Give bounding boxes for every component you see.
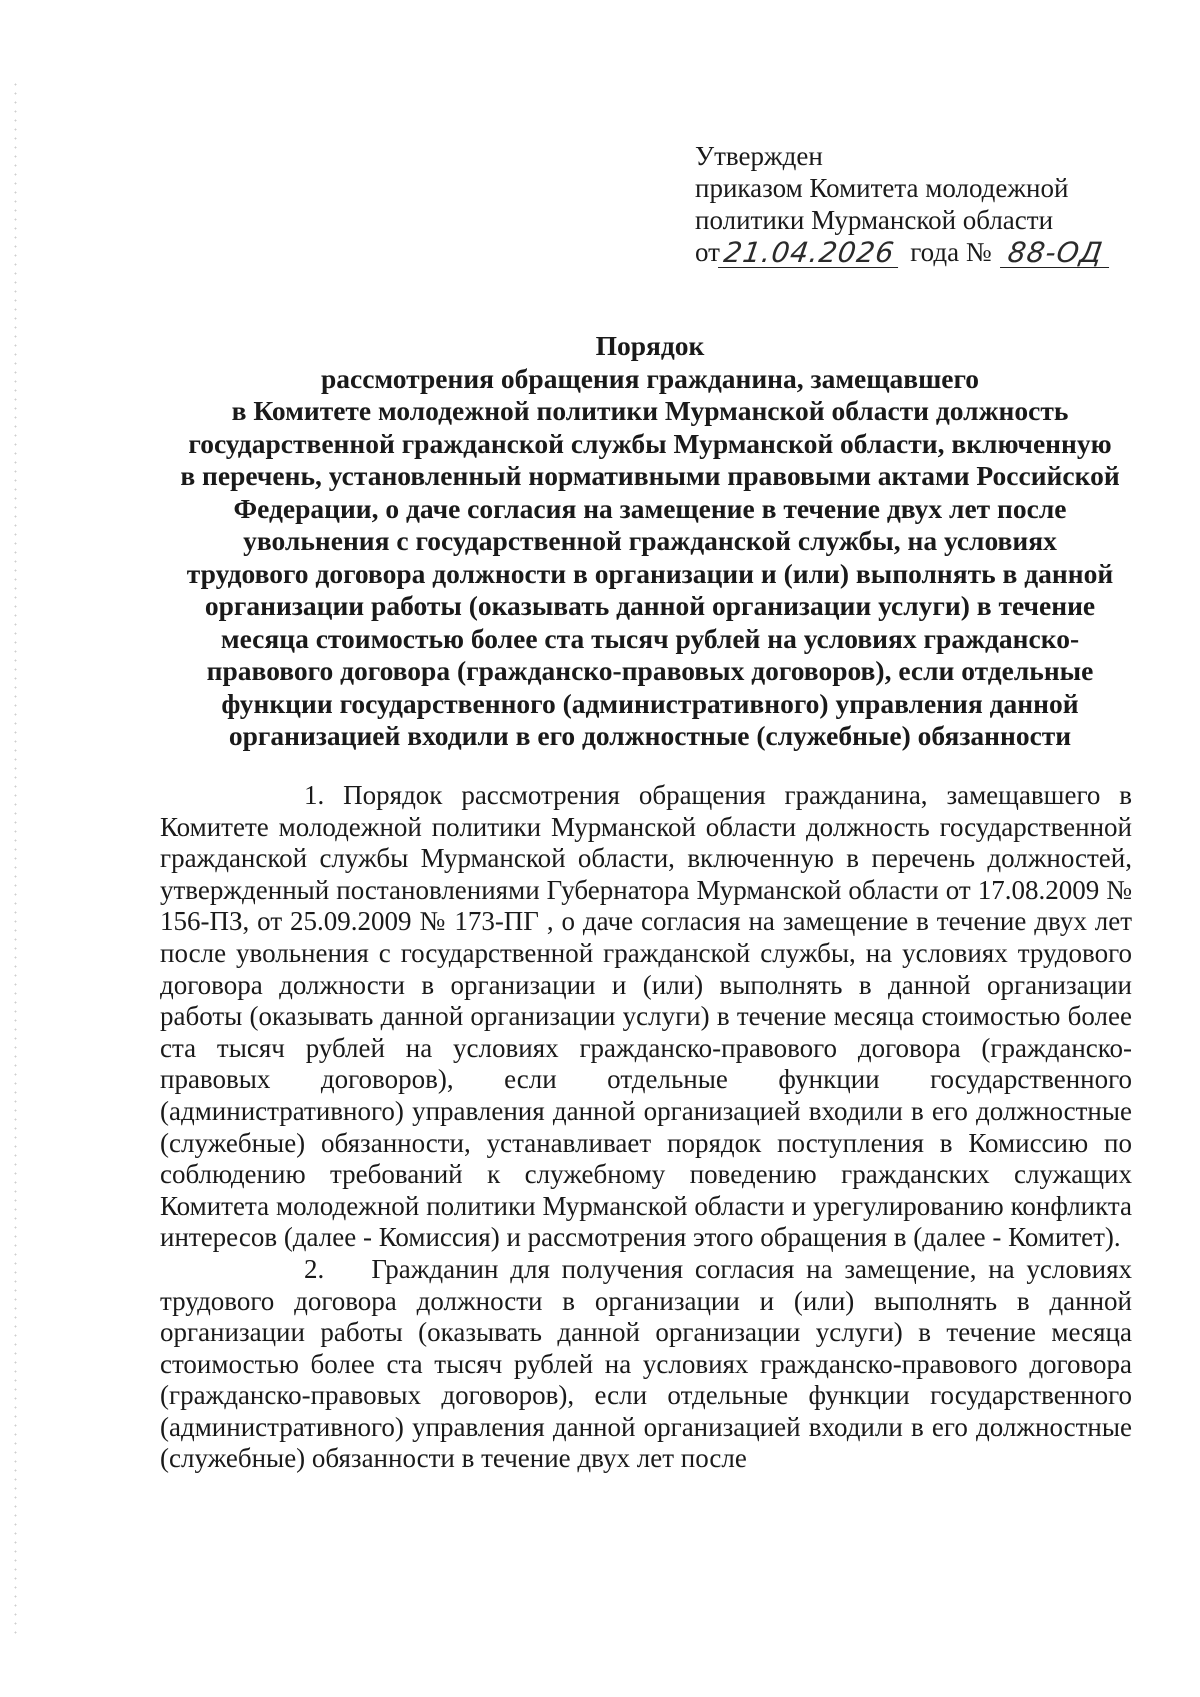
title-line: правового договора (гражданско-правовых договоров), если отдельные — [206, 655, 1094, 686]
title-line: Федерации, о даче согласия на замещение в течение двух лет после — [233, 492, 1067, 524]
paragraph-number: 2. — [304, 1253, 325, 1284]
title-line: организацией входили в его должностные (служебные) обязанности — [228, 720, 1072, 751]
title-line: организации работы (оказывать данной организации услуги) в течение — [204, 590, 1096, 621]
paragraph-2 — [160, 1254, 1132, 1475]
approval-stamp-block — [695, 140, 1135, 268]
year-number-label: года № — [910, 237, 992, 267]
approval-line-1: Утвержден — [695, 141, 823, 171]
title-line: функции государственного (административного) управления данной — [221, 687, 1079, 719]
title-line: государственной гражданской службы Мурманской области, включенную — [188, 427, 1112, 459]
title-line: рассмотрения обращения гражданина, замещавшего — [320, 362, 980, 394]
title-line: в перечень, установленный нормативными правовыми актами Российской — [180, 460, 1120, 491]
title-line: в Комитете молодежной политики Мурманской области должность — [231, 395, 1069, 426]
paragraph-text: Гражданин для получения согласия на замещение, на условиях трудового договора должности в организации и (или) выполнять в данной организации работы (оказывать данной организации услуги) в течение месяца стоимостью более ста тысяч рублей на условиях гражданско-правового договора (гражданско-правовых договоров), если отдельные функции государственного (административного) управления данной организацией входили в его должностные (служебные) обязанности в течение двух лет после — [160, 1253, 1132, 1474]
handwritten-date: 21.04.2026 — [718, 239, 902, 268]
document-body — [160, 780, 1132, 1475]
approval-date-line — [695, 236, 1135, 268]
title-line: трудового договора должности в организации и (или) выполнять в данной — [186, 557, 1114, 589]
paragraph-1 — [160, 780, 1132, 1254]
paragraph-number: 1. — [304, 780, 325, 810]
date-prefix: от — [695, 237, 720, 267]
paragraph-text: Порядок рассмотрения обращения гражданина, замещавшего в Комитете молодежной политики Мурманской области должность государственной гражданской службы Мурманской области, включенную в перечень должностей, утвержденный постановлениями Губернатора Мурманской области от 17.08.2009 № 156-ПЗ, от 25.09.2009 № 173-ПГ , о даче согласия на замещение в течение двух лет после увольнения с государственной гражданской службы, на условиях трудового договора должности в организации и (или) выполнять в данной организации работы (оказывать данной организации услуги) в течение месяца стоимостью более ста тысяч рублей на условиях гражданско-правового договора (гражданско-правовых договоров), если отдельные функции государственного (административного) управления данной организацией входили в его должностные (служебные) обязанности, устанавливает порядок поступления в Комиссию по соблюдению требований к служебному поведению гражданских служащих Комитета молодежной политики Мурманской области и урегулированию конфликта интересов (далее - Комиссия) и рассмотрения этого обращения в (далее - Комитет). — [160, 780, 1133, 1253]
document-title — [160, 330, 1140, 753]
scan-margin-artifact — [14, 80, 17, 1640]
title-heading: Порядок — [595, 330, 705, 361]
title-line: месяца стоимостью более ста тысяч рублей на условиях гражданско- — [220, 622, 1080, 654]
handwritten-order-number: 88-ОД — [1000, 239, 1113, 268]
approval-line-2: приказом Комитета молодежной — [695, 173, 1069, 203]
approval-line-3: политики Мурманской области — [695, 205, 1054, 235]
title-line: увольнения с государственной гражданской службы, на условиях — [243, 525, 1057, 556]
